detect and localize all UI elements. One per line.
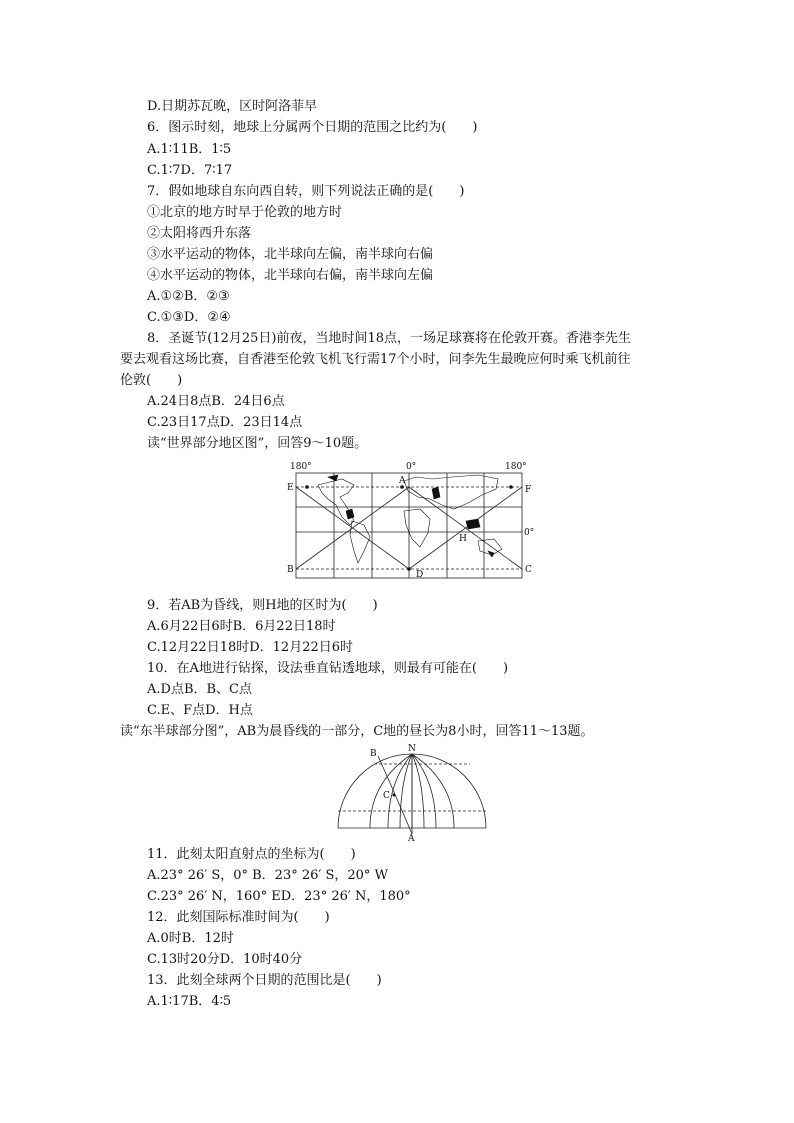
point-label-C: C [525,565,532,575]
world-map-figure [282,459,542,583]
option-line: C.①③D．②④ [147,310,231,325]
lon-label: 180° [290,462,312,472]
question-6: 6．图示时刻，地球上分属两个日期的范围之比约为( ) [147,120,478,135]
option-line: C.12月22日18时D．12月22日6时 [147,640,354,655]
point-label-D: D [416,570,424,580]
question-10: 10．在A地进行钻探，设法垂直钻透地球，则最有可能在( ) [147,661,509,676]
statement-line: ①北京的地方时早于伦敦的地方时 [147,205,343,220]
option-line: D.日期苏瓦晚，区时阿洛菲早 [147,99,318,114]
question-11: 11．此刻太阳直射点的坐标为( ) [147,847,356,862]
point-label-E: E [287,483,294,493]
option-line: C.13时20分D．10时40分 [147,952,303,967]
option-line: A.6月22日6时B．6月22日18时 [147,619,336,634]
lat-label: 0° [524,528,535,538]
option-line: C.23日17点D．23日14点 [147,415,303,430]
statement-line: ④水平运动的物体，北半球向右偏，南半球向左偏 [147,268,434,283]
lon-label: 180° [505,462,527,472]
statement-line: ②太阳将西升东落 [147,226,252,241]
eastern-hemisphere-figure [330,742,495,842]
question-8: 8．圣诞节(12月25日)前夜，当地时间18点，一场足球赛将在伦敦开赛。香港李先生 [147,331,632,346]
option-line: A.D点B．B、C点 [147,682,252,697]
point-label-A: A [408,834,415,842]
point-label-N: N [408,744,416,754]
question-8-cont: 伦敦( ) [120,373,183,388]
option-line: A.1∶11B．1∶5 [147,142,232,157]
option-line: C.1∶7D．7∶17 [147,163,233,178]
point-label-A: A [399,476,406,486]
point-label-C: C [383,791,390,801]
statement-line: ③水平运动的物体，北半球向左偏，南半球向右偏 [147,247,434,262]
point-label-B: B [287,565,294,575]
option-line: A.23° 26′ S，0° B．23° 26′ S，20° W [147,868,388,883]
figure-intro: 读“世界部分地区图”，回答9～10题。 [147,436,368,451]
option-line: A.1∶17B．4∶5 [147,994,232,1009]
question-12: 12．此刻国际标准时间为( ) [147,910,330,925]
question-9: 9．若AB为昏线，则H地的区时为( ) [147,598,378,613]
point-label-F: F [525,485,532,495]
lon-label: 0° [406,462,417,472]
option-line: A.①②B．②③ [147,289,230,304]
point-C-marker [393,794,396,797]
option-line: A.24日8点B．24日6点 [147,394,285,409]
question-13: 13．此刻全球两个日期的范围比是( ) [147,973,382,988]
question-7: 7．假如地球自东向西自转，则下列说法正确的是( ) [147,184,465,199]
option-line: A.0时B．12时 [147,931,234,946]
point-label-B: B [370,749,377,759]
option-line: C.23° 26′ N，160° ED．23° 26′ N，180° [147,889,411,904]
figure-intro: 读“东半球部分图”，AB为晨昏线的一部分，C地的昼长为8小时，回答11～13题。 [120,724,594,739]
question-8-cont: 要去观看这场比赛，自香港至伦敦飞机飞行需17个小时，问李先生最晚应何时乘飞机前往 [120,352,631,367]
option-line: C.E、F点D．H点 [147,703,253,718]
point-label-H: H [459,534,467,544]
